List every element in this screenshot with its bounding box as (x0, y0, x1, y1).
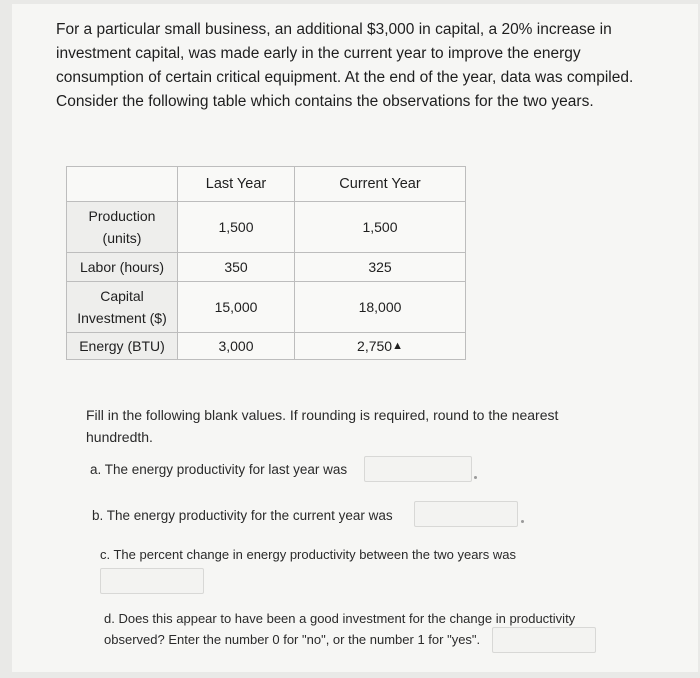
capital-last-year: 15,000 (178, 282, 295, 333)
header-last-year: Last Year (178, 167, 295, 202)
labor-current-year: 325 (295, 253, 466, 282)
production-last-year: 1,500 (178, 202, 295, 253)
intro-line-1: For a particular small business, an additional $3,000 in capital, a 20% increase in (56, 21, 612, 38)
table-row (67, 333, 466, 360)
observations-table (66, 166, 466, 360)
answer-a-input[interactable] (364, 456, 472, 482)
intro-line-2: investment capital, was made early in the current year to improve the energy (56, 45, 581, 62)
question-d-line-1: d. Does this appear to have been a good investment for the change in productivity (104, 611, 576, 626)
row-label-energy: Energy (BTU) (67, 333, 178, 360)
table-header-row (67, 167, 466, 202)
question-a: a. The energy productivity for last year was (90, 462, 348, 477)
header-current-year: Current Year (295, 167, 466, 202)
capital-current-year: 18,000 (295, 282, 466, 333)
mouse-cursor-icon: ▲ (392, 340, 403, 352)
energy-last-year: 3,000 (178, 333, 295, 360)
energy-current-year-cell (295, 333, 466, 360)
table-row (67, 253, 466, 282)
labor-last-year: 350 (178, 253, 295, 282)
answer-b-input[interactable] (414, 501, 518, 527)
answer-d-input[interactable] (492, 627, 596, 653)
row-label-production: Production (units) (67, 202, 178, 253)
punctuation-dot (474, 476, 477, 479)
punctuation-dot (521, 520, 524, 523)
intro-line-3: consumption of certain critical equipment. At the end of the year, data was compiled. (56, 69, 634, 86)
table-row (67, 202, 466, 253)
row-label-labor: Labor (hours) (67, 253, 178, 282)
production-current-year: 1,500 (295, 202, 466, 253)
problem-intro (56, 18, 676, 114)
instructions-line-1: Fill in the following blank values. If rounding is required, round to the nearest (86, 407, 559, 423)
header-empty (67, 167, 178, 202)
energy-current-year: 2,750 (357, 338, 393, 354)
table-row (67, 282, 466, 333)
intro-line-4: Consider the following table which contains the observations for the two years. (56, 93, 594, 110)
answer-c-input[interactable] (100, 568, 204, 594)
question-d-line-2: observed? Enter the number 0 for "no", or the number 1 for "yes". (104, 632, 481, 647)
row-label-capital: Capital Investment ($) (67, 282, 178, 333)
instructions-line-2: hundredth. (86, 429, 153, 445)
question-b: b. The energy productivity for the current year was (92, 508, 393, 523)
instructions (86, 404, 606, 448)
question-c: c. The percent change in energy productivity between the two years was (100, 547, 516, 562)
